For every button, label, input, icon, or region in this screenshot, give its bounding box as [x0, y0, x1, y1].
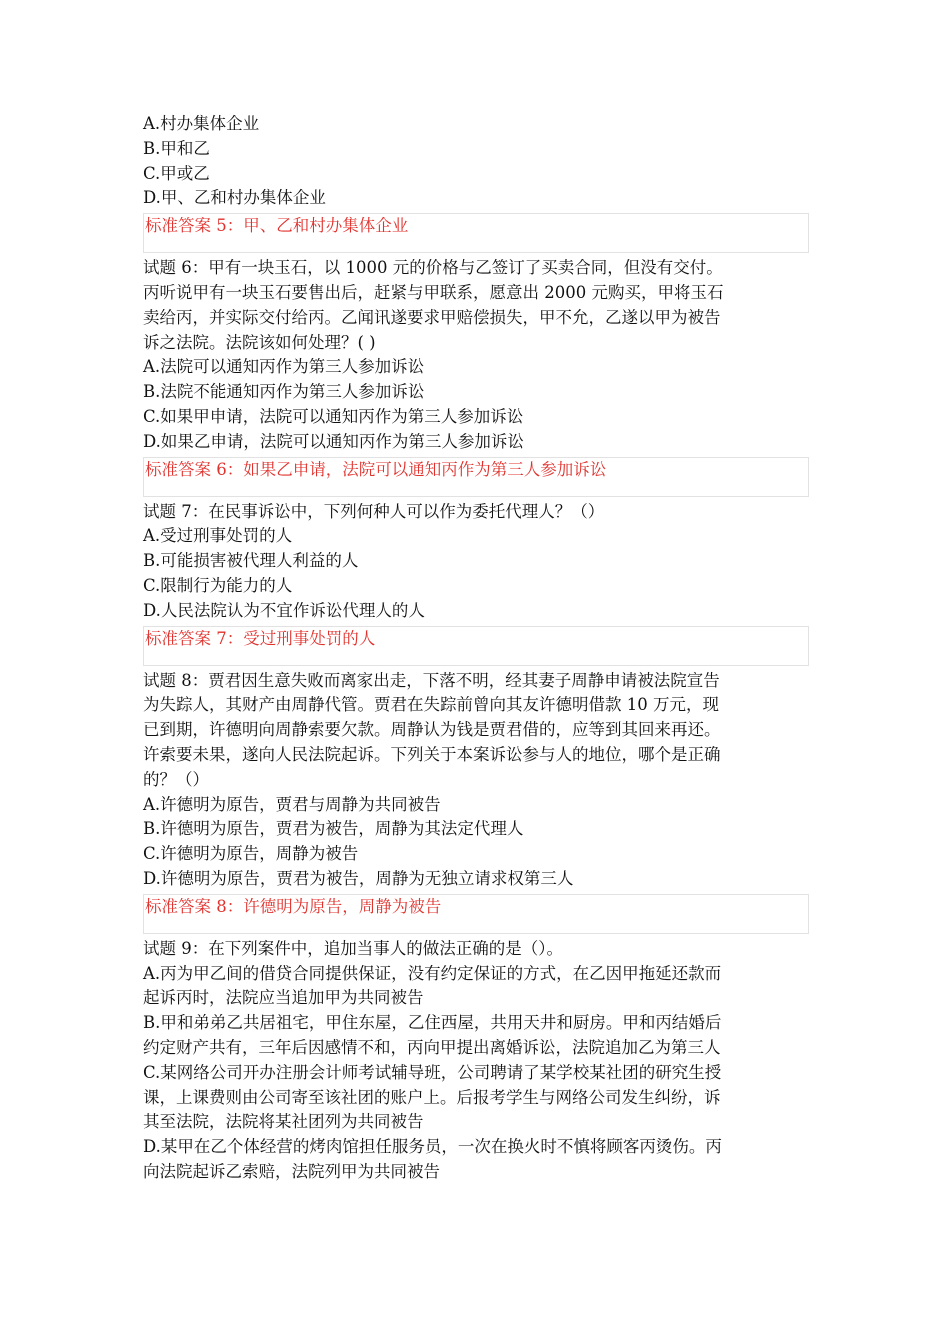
question-9: [143, 937, 809, 1185]
option-d: D.甲、乙和村办集体企业: [143, 188, 326, 208]
option-b-line: 约定财产共有，三年后因感情不和，丙向甲提出离婚诉讼，法院追加乙为第三人: [143, 1037, 721, 1057]
option-b-line: B.甲和弟弟乙共居祖宅，甲住东屋，乙住西屋，共用天井和厨房。甲和丙结婚后: [143, 1013, 722, 1033]
answer-box-5: 标准答案 5：甲、乙和村办集体企业: [143, 213, 809, 253]
question-stem-line: 丙听说甲有一块玉石要售出后，赶紧与甲联系，愿意出 2000 元购买，甲将玉石: [143, 282, 724, 302]
option-a: A.受过刑事处罚的人: [143, 526, 293, 546]
question-stem-line: 卖给丙，并实际交付给丙。乙闻讯遂要求甲赔偿损失，甲不允，乙遂以甲为被告: [143, 307, 721, 327]
question-7: [143, 500, 809, 624]
question-6: [143, 256, 809, 454]
option-a: A.法院可以通知丙作为第三人参加诉讼: [143, 357, 425, 377]
option-a-line: 起诉丙时，法院应当追加甲为共同被告: [143, 988, 424, 1008]
question-8: [143, 669, 809, 892]
option-b: B.甲和乙: [143, 138, 210, 158]
option-c: C.甲或乙: [143, 163, 210, 183]
answer-box-6: 标准答案 6：如果乙申请，法院可以通知丙作为第三人参加诉讼: [143, 457, 809, 497]
option-b: B.法院不能通知丙作为第三人参加诉讼: [143, 382, 425, 402]
option-a: A.许德明为原告，贾君与周静为共同被告: [143, 794, 441, 814]
option-d: D.如果乙申请，法院可以通知丙作为第三人参加诉讼: [143, 431, 524, 451]
option-d-line: D.某甲在乙个体经营的烤肉馆担任服务员，一次在换火时不慎将顾客丙烫伤。丙: [143, 1137, 722, 1157]
question-stem-line: 的？（）: [143, 769, 209, 789]
answer-box-8: 标准答案 8：许德明为原告，周静为被告: [143, 894, 809, 934]
document-page: [143, 112, 809, 1185]
option-c-line: 其至法院，法院将某社团列为共同被告: [143, 1112, 424, 1132]
option-a-line: A.丙为甲乙间的借贷合同提供保证，没有约定保证的方式，在乙因甲拖延还款而: [143, 963, 722, 983]
option-d: D.许德明为原告，贾君为被告，周静为无独立请求权第三人: [143, 868, 574, 888]
option-d: D.人民法院认为不宜作诉讼代理人的人: [143, 600, 425, 620]
question-stem-line: 试题 9：在下列案件中，追加当事人的做法正确的是（）。: [143, 938, 563, 958]
question-stem-line: 许索要未果，遂向人民法院起诉。下列关于本案诉讼参与人的地位，哪个是正确: [143, 744, 721, 764]
option-c-line: 课，上课费则由公司寄至该社团的账户上。后报考学生与网络公司发生纠纷，诉: [143, 1087, 721, 1107]
question-stem-line: 试题 8：贾君因生意失败而离家出走，下落不明，经其妻子周静申请被法院宣告: [143, 670, 720, 690]
answer-box-7: 标准答案 7：受过刑事处罚的人: [143, 626, 809, 666]
option-d-line: 向法院起诉乙索赔，法院列甲为共同被告: [143, 1161, 440, 1181]
question-stem-line: 试题 6：甲有一块玉石，以 1000 元的价格与乙签订了买卖合同，但没有交付。: [143, 258, 723, 278]
option-b: B.可能损害被代理人利益的人: [143, 551, 359, 571]
question-stem-line: 试题 7：在民事诉讼中，下列何种人可以作为委托代理人？（）: [143, 501, 605, 521]
question-stem-line: 为失踪人，其财产由周静代管。贾君在失踪前曾向其友许德明借款 10 万元，现: [143, 695, 719, 715]
option-c: C.如果甲申请，法院可以通知丙作为第三人参加诉讼: [143, 406, 524, 426]
question-5-options: [143, 112, 809, 211]
option-c: C.许德明为原告，周静为被告: [143, 844, 359, 864]
option-c: C.限制行为能力的人: [143, 575, 293, 595]
question-stem-line: 已到期，许德明向周静索要欠款。周静认为钱是贾君借的，应等到其回来再还。: [143, 720, 721, 740]
option-b: B.许德明为原告，贾君为被告，周静为其法定代理人: [143, 819, 524, 839]
option-a: A.村办集体企业: [143, 114, 260, 133]
question-stem-line: 诉之法院。法院该如何处理？( ): [143, 332, 376, 352]
option-c-line: C.某网络公司开办注册会计师考试辅导班，公司聘请了某学校某社团的研究生授: [143, 1062, 722, 1082]
